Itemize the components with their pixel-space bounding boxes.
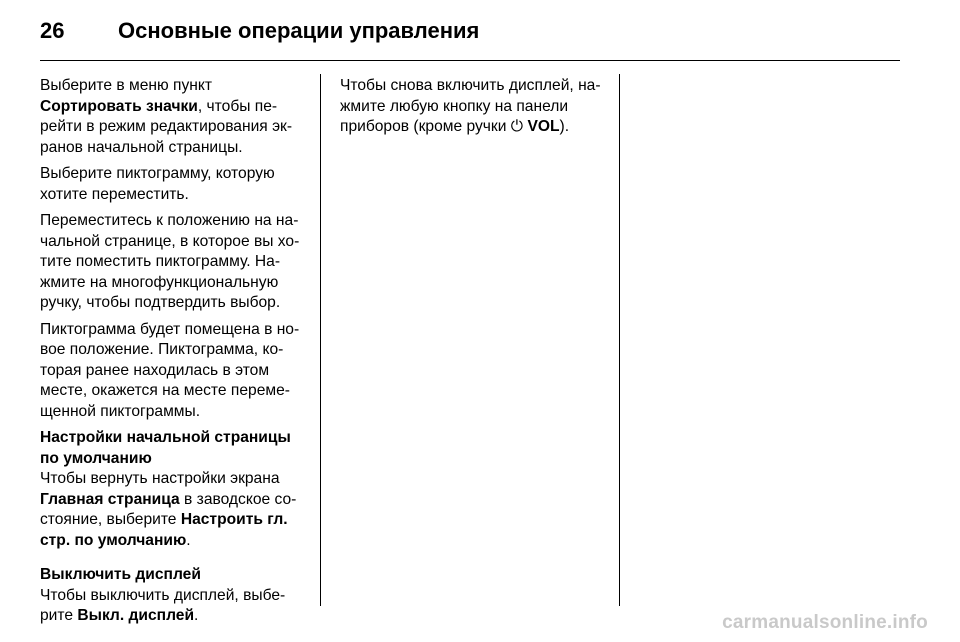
- menu-item-restore-defaults: Настроить гл. стр. по умолчанию: [40, 511, 288, 549]
- section-heading-display-off: Выключить дисплей: [40, 566, 201, 583]
- column-divider-left: [320, 74, 321, 606]
- section-heading-default-settings: Настройки начальной страницы по умолчанию: [40, 429, 291, 467]
- section-display-off: Выключить дисплей Чтобы выключить дисплей, выбе-рите Выкл. дисплей.: [40, 566, 286, 624]
- watermark: carmanualsonline.info: [722, 612, 928, 633]
- page-title: Основные операции управления: [118, 18, 480, 43]
- paragraph-icon-placed: Пиктограмма будет помещена в но-вое положение. Пиктограмма, ко-торая ранее находилась в этом месте, окажется на месте переме-щенной пиктограммы.: [40, 320, 300, 420]
- paragraph-sort-icons: Выберите в меню пункт Сортировать значки, чтобы пе-рейти в режим редактирования эк-ранов начальной страницы.: [40, 77, 293, 156]
- paragraph-select-icon: Выберите пиктограмму, которую хотите переместить.: [40, 165, 275, 203]
- menu-item-home-page: Главная страница: [40, 490, 180, 508]
- power-icon: ⏻: [510, 118, 524, 135]
- menu-item-sort-icons: Сортировать значки: [40, 97, 198, 115]
- left-column: [40, 76, 312, 627]
- column-divider-right: [619, 74, 620, 606]
- section-default-settings: Настройки начальной страницы по умолчанию Чтобы вернуть настройки экрана Главная страница в заводское со-стояние, выберите Настроить гл. стр. по умолчанию.: [40, 429, 297, 549]
- paragraph-display-on: Чтобы снова включить дисплей, на-жмите любую кнопку на панели приборов (кроме ручки ⏻ VOL).: [340, 77, 601, 135]
- page-number: 26: [40, 18, 65, 43]
- paragraph-move-position: Переместитесь к положению на на-чальной странице, в которое вы хо-тите поместить пиктограмму. На-жмите на многофункциональную ручку, чтобы подтвердить выбор.: [40, 212, 300, 311]
- right-column: [340, 76, 608, 144]
- vol-knob-label: VOL: [527, 118, 560, 135]
- page-header: [40, 16, 900, 61]
- menu-item-display-off: Выкл. дисплей: [77, 607, 195, 624]
